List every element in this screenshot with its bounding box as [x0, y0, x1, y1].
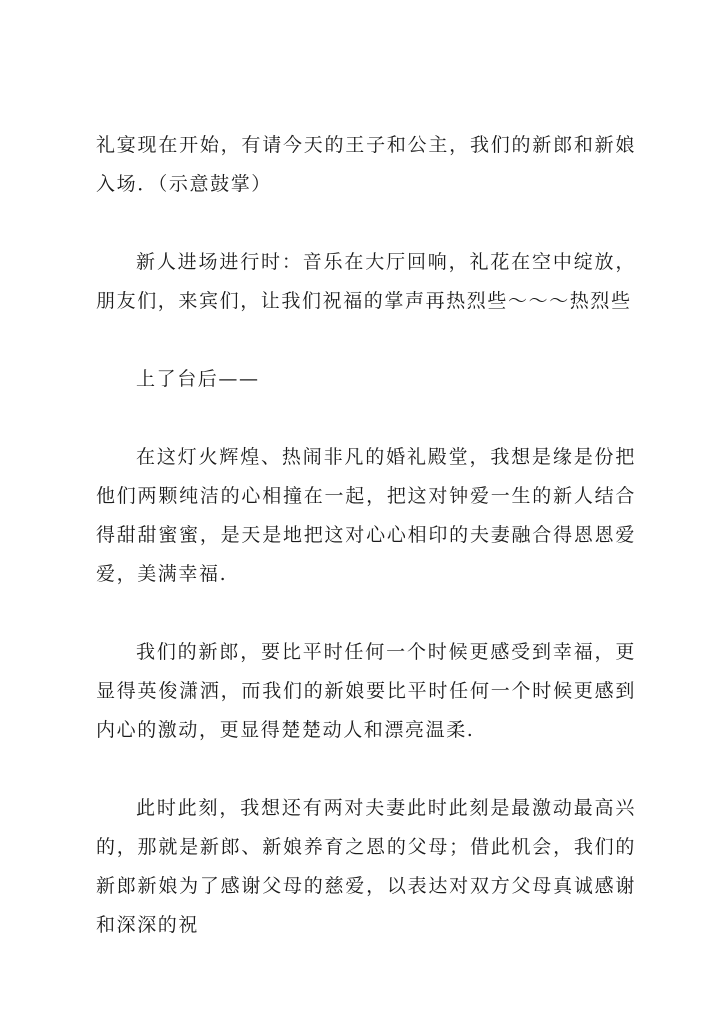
- paragraph-wedding-hall: 在这灯火辉煌、热闹非凡的婚礼殿堂，我想是缘是份把他们两颗纯洁的心相撞在一起，把这对钟爱一生的新人结合得甜甜蜜蜜，是天是地把这对心心相印的夫妻融合得恩恩爱爱，美满幸福.: [96, 446, 636, 585]
- paragraph-on-stage: 上了台后——: [136, 368, 260, 390]
- paragraph-entrance: 新人进场进行时：音乐在大厅回响，礼花在空中绽放，朋友们，来宾们，让我们祝福的掌声再热烈些～～～热烈些: [96, 251, 636, 312]
- paragraph-opening: 礼宴现在开始，有请今天的王子和公主，我们的新郎和新娘入场．（示意鼓掌）: [96, 134, 636, 195]
- document-body: [96, 126, 636, 945]
- paragraph-parents: 此时此刻，我想还有两对夫妻此时此刻是最激动最高兴的，那就是新郎、新娘养育之恩的父母；借此机会，我们的新郎新娘为了感谢父母的慈爱，以表达对双方父母真诚感谢和深深的祝: [96, 797, 636, 936]
- paragraph-groom-bride: 我们的新郎，要比平时任何一个时候更感受到幸福，更显得英俊潇洒，而我们的新娘要比平时任何一个时候更感到内心的激动，更显得楚楚动人和漂亮温柔.: [96, 641, 636, 741]
